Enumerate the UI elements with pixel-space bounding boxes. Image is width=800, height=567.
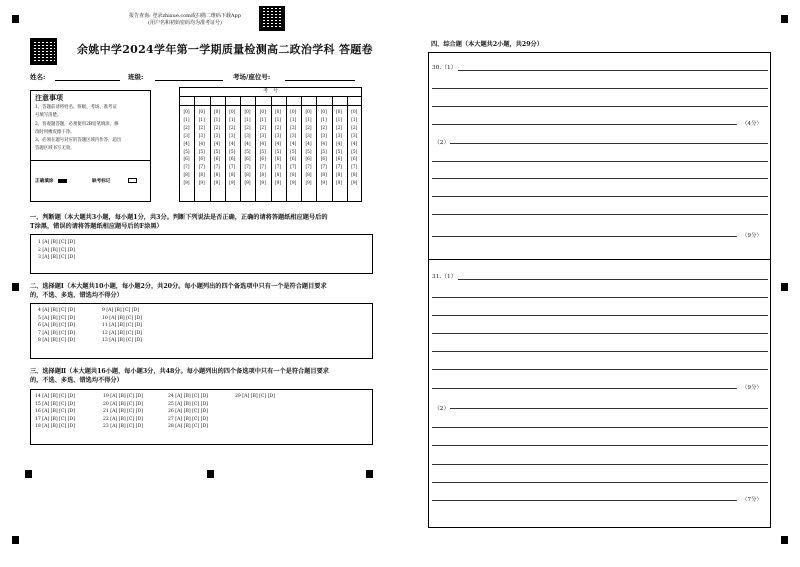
exam-number-column [257, 109, 269, 188]
digit-bubble[interactable]: [1] [244, 117, 251, 123]
option-row[interactable]: 29 [A] [B] [C] [D] [235, 394, 275, 399]
answer-line[interactable] [458, 279, 768, 280]
digit-bubble[interactable]: [8] [244, 173, 251, 179]
digit-bubble[interactable]: [8] [305, 173, 312, 179]
question-divider [428, 259, 771, 260]
digit-bubble[interactable]: [9] [183, 181, 190, 187]
q30-label: 30.（1） [432, 65, 457, 71]
exam-number-column [272, 109, 284, 188]
digit-bubble[interactable]: [9] [274, 181, 282, 187]
q31-label: 31.（1） [432, 274, 457, 280]
digit-bubble[interactable]: [8] [320, 173, 327, 179]
app-qr-code [259, 6, 285, 31]
correct-fill-label: 正确填涂 [35, 179, 54, 184]
exam-number-column [287, 109, 299, 188]
section3-title: 三、选择题Ⅱ（本大题共16小题，每小题3分，共48分。每小题列出的四个备选项中只有一个是符合题目要求 的，不选、多选、错选均不得分） [30, 368, 329, 384]
digit-bubble[interactable]: [5] [259, 149, 266, 155]
option-row[interactable]: 12 [A] [B] [C] [D] [102, 330, 142, 336]
answer-line[interactable] [432, 297, 768, 298]
digit-bubble[interactable]: [7] [213, 165, 221, 171]
digit-bubble[interactable]: [6] [244, 157, 251, 163]
digit-bubble[interactable]: [0] [259, 110, 266, 115]
registration-mark [25, 470, 32, 478]
digit-bubble[interactable]: [9] [290, 181, 297, 187]
absent-mark-label: 缺考标记 [92, 179, 111, 184]
digit-bubble[interactable]: [3] [320, 133, 327, 139]
report-notice: 报告查询: 登录zhixue.com或扫描二维码下载App (用户名和初始密码均为准考证号) [129, 13, 241, 26]
digit-bubble[interactable]: [4] [183, 141, 190, 147]
digit-bubble[interactable]: [2] [213, 125, 221, 131]
section2-box [30, 303, 373, 359]
digit-bubble[interactable]: [6] [335, 157, 343, 163]
digit-bubble[interactable]: [4] [229, 141, 236, 147]
notes-heading: 注意事项 [35, 93, 63, 102]
answer-line[interactable] [432, 500, 737, 501]
exam-number-column [333, 109, 345, 188]
option-row[interactable]: 5 [A] [B] [C] [D] [38, 315, 75, 321]
digit-bubble[interactable]: [2] [274, 125, 282, 131]
digit-bubble[interactable]: [5] [274, 149, 282, 155]
digit-bubble[interactable]: [4] [259, 141, 266, 147]
option-row[interactable]: 8 [A] [B] [C] [D] [38, 338, 75, 344]
option-row[interactable]: 21 [A] [B] [C] [D] [103, 409, 143, 415]
digit-bubble[interactable]: [2] [198, 125, 205, 131]
option-row[interactable]: 2 [A] [B] [C] [D] [38, 247, 75, 253]
q30-part2-label: （2） [434, 140, 450, 146]
digit-bubble[interactable]: [2] [229, 125, 236, 131]
digit-bubble[interactable]: [7] [244, 165, 251, 171]
digit-bubble[interactable]: [0] [351, 110, 358, 115]
name-field[interactable] [55, 72, 120, 81]
exam-number-column [242, 109, 254, 188]
digit-bubble[interactable]: [5] [305, 149, 312, 155]
digit-bubble[interactable]: [9] [335, 181, 343, 187]
digit-bubble[interactable]: [9] [213, 181, 221, 187]
option-row[interactable]: 7 [A] [B] [C] [D] [38, 330, 75, 336]
digit-bubble[interactable]: [3] [305, 133, 312, 139]
digit-bubble[interactable]: [3] [229, 133, 236, 139]
digit-bubble[interactable]: [6] [259, 157, 266, 163]
digit-bubble[interactable]: [3] [290, 133, 297, 139]
digit-bubble[interactable]: [2] [259, 125, 266, 131]
exam-number-label: 考 号 [262, 88, 278, 94]
digit-bubble[interactable]: [5] [213, 149, 221, 155]
registration-mark [12, 15, 19, 23]
option-row[interactable]: 20 [A] [B] [C] [D] [103, 401, 143, 407]
digit-bubble[interactable]: [8] [213, 173, 221, 179]
absent-mark-box[interactable] [128, 178, 137, 183]
class-label: 班级: [128, 73, 144, 81]
digit-bubble[interactable]: [0] [213, 110, 221, 115]
answer-line[interactable] [432, 351, 768, 352]
digit-bubble[interactable]: [3] [259, 133, 266, 139]
digit-bubble[interactable]: [0] [229, 110, 236, 115]
digit-bubble[interactable]: [6] [213, 157, 221, 163]
digit-bubble[interactable]: [5] [290, 149, 297, 155]
answer-line[interactable] [450, 408, 768, 409]
registration-mark [781, 536, 788, 544]
seat-field[interactable] [285, 72, 355, 81]
digit-bubble[interactable]: [7] [183, 165, 190, 171]
answer-line[interactable] [432, 124, 737, 125]
digit-bubble[interactable]: [7] [320, 165, 327, 171]
digit-bubble[interactable]: [5] [183, 149, 190, 155]
option-row[interactable]: 16 [A] [B] [C] [D] [35, 409, 75, 415]
option-row[interactable]: 19 [A] [B] [C] [D] [103, 394, 143, 399]
digit-bubble[interactable]: [8] [290, 173, 297, 179]
digit-bubble[interactable]: [7] [305, 165, 312, 171]
q30-score-1: （4分） [742, 121, 762, 127]
digit-bubble[interactable]: [5] [229, 149, 236, 155]
seat-label: 考场/座位号: [233, 73, 271, 81]
answer-line[interactable] [432, 369, 768, 370]
digit-bubble[interactable]: [1] [183, 117, 190, 123]
digit-bubble[interactable]: [9] [305, 181, 312, 187]
digit-bubble[interactable]: [9] [244, 181, 251, 187]
digit-bubble[interactable]: [4] [290, 141, 297, 147]
digit-bubble[interactable]: [5] [198, 149, 205, 155]
digit-bubble[interactable]: [1] [351, 117, 358, 123]
option-row[interactable]: 23 [A] [B] [C] [D] [103, 424, 143, 430]
digit-bubble[interactable]: [5] [351, 149, 358, 155]
digit-bubble[interactable]: [0] [274, 110, 282, 115]
digit-bubble[interactable]: [8] [229, 173, 236, 179]
answer-line[interactable] [432, 445, 768, 446]
digit-bubble[interactable]: [7] [351, 165, 358, 171]
digit-bubble[interactable]: [1] [274, 117, 282, 123]
digit-bubble[interactable]: [2] [351, 125, 358, 131]
registration-mark [12, 283, 19, 291]
option-row[interactable]: 13 [A] [B] [C] [D] [102, 338, 142, 344]
digit-bubble[interactable]: [5] [320, 149, 327, 155]
digit-bubble[interactable]: [8] [274, 173, 282, 179]
digit-bubble[interactable]: [9] [229, 181, 236, 187]
digit-bubble[interactable]: [9] [351, 181, 358, 187]
digit-bubble[interactable]: [1] [198, 117, 205, 123]
digit-bubble[interactable]: [0] [290, 110, 297, 115]
option-row[interactable]: 25 [A] [B] [C] [D] [168, 401, 208, 407]
option-row[interactable]: 6 [A] [B] [C] [D] [38, 323, 75, 329]
option-row[interactable]: 24 [A] [B] [C] [D] [168, 394, 208, 399]
digit-bubble[interactable]: [8] [198, 173, 205, 179]
digit-bubble[interactable]: [3] [351, 133, 358, 139]
digit-bubble[interactable]: [0] [320, 110, 327, 115]
exam-number-column [181, 109, 193, 188]
answer-line[interactable] [432, 214, 768, 215]
option-row[interactable]: 27 [A] [B] [C] [D] [168, 416, 208, 422]
digit-bubble[interactable]: [3] [335, 133, 343, 139]
section2-col1 [38, 307, 75, 345]
option-row[interactable]: 22 [A] [B] [C] [D] [103, 416, 143, 422]
digit-bubble[interactable]: [9] [320, 181, 327, 187]
section1-box [30, 234, 373, 274]
digit-bubble[interactable]: [6] [198, 157, 205, 163]
option-row[interactable]: 1 [A] [B] [C] [D] [38, 240, 75, 245]
digit-bubble[interactable]: [7] [259, 165, 266, 171]
digit-bubble[interactable]: [1] [290, 117, 297, 123]
digit-bubble[interactable]: [2] [290, 125, 297, 131]
sheet-qr-code [30, 38, 57, 65]
class-field[interactable] [155, 72, 223, 81]
digit-bubble[interactable]: [8] [183, 173, 190, 179]
digit-bubble[interactable]: [2] [244, 125, 251, 131]
divider [30, 160, 151, 161]
digit-bubble[interactable]: [5] [335, 149, 343, 155]
digit-bubble[interactable]: [2] [183, 125, 190, 131]
digit-bubble[interactable]: [1] [259, 117, 266, 123]
answer-line[interactable] [432, 333, 768, 334]
answer-line[interactable] [432, 388, 737, 389]
digit-bubble[interactable]: [4] [198, 141, 205, 147]
digit-bubble[interactable]: [6] [274, 157, 282, 163]
exam-number-column [226, 109, 238, 188]
digit-bubble[interactable]: [6] [229, 157, 236, 163]
digit-bubble[interactable]: [4] [351, 141, 358, 147]
section3-col3 [168, 393, 208, 431]
digit-bubble[interactable]: [6] [320, 157, 327, 163]
digit-bubble[interactable]: [3] [274, 133, 282, 139]
section4-title: 四、综合题（本大题共2小题，共29分） [431, 41, 543, 48]
correct-fill-sample [58, 179, 67, 183]
digit-bubble[interactable]: [3] [183, 133, 190, 139]
digit-bubble[interactable]: [1] [305, 117, 312, 123]
option-row[interactable]: 10 [A] [B] [C] [D] [102, 315, 142, 321]
registration-mark [207, 470, 214, 478]
q31-score-1: （9分） [742, 385, 762, 391]
answer-line[interactable] [432, 315, 768, 316]
digit-bubble[interactable]: [2] [320, 125, 327, 131]
answer-line[interactable] [458, 70, 768, 71]
answer-line[interactable] [432, 161, 768, 162]
digit-bubble[interactable]: [7] [335, 165, 343, 171]
digit-bubble[interactable]: [4] [244, 141, 251, 147]
digit-bubble[interactable]: [5] [244, 149, 251, 155]
digit-bubble[interactable]: [0] [335, 110, 343, 115]
digit-bubble[interactable]: [6] [305, 157, 312, 163]
exam-number-column [318, 109, 330, 188]
digit-bubble[interactable]: [4] [274, 141, 282, 147]
section3-col2 [103, 393, 143, 431]
section3-col1 [35, 393, 75, 431]
registration-mark [366, 470, 373, 478]
digit-bubble[interactable]: [7] [198, 165, 205, 171]
digit-bubble[interactable]: [8] [335, 173, 343, 179]
answer-line[interactable] [432, 88, 768, 89]
name-label: 姓名: [30, 73, 46, 81]
q31-part2-label: （2） [434, 406, 450, 412]
registration-mark [781, 15, 788, 23]
q31-score-2: （7分） [742, 497, 762, 503]
digit-bubble[interactable]: [9] [198, 181, 205, 187]
digit-bubble[interactable]: [3] [244, 133, 251, 139]
digit-bubble[interactable]: [3] [213, 133, 221, 139]
digit-bubble[interactable]: [8] [351, 173, 358, 179]
option-row[interactable]: 17 [A] [B] [C] [D] [35, 416, 75, 422]
digit-bubble[interactable]: [3] [198, 133, 205, 139]
section1-options [38, 239, 75, 262]
page-title: 余姚中学2024学年第一学期质量检测高二政治学科 答题卷 [77, 43, 373, 56]
digit-bubble[interactable]: [4] [305, 141, 312, 147]
digit-bubble[interactable]: [2] [305, 125, 312, 131]
digit-bubble[interactable]: [7] [229, 165, 236, 171]
digit-bubble[interactable]: [6] [351, 157, 358, 163]
section2-title: 二、选择题Ⅰ（本大题共10小题，每小题2分，共20分。每小题列出的四个备选项中只有一个是符合题目要求 的，不选、多选、错选均不得分） [30, 283, 327, 299]
digit-bubble[interactable]: [0] [305, 110, 312, 115]
registration-mark [12, 536, 19, 544]
option-row[interactable]: 3 [A] [B] [C] [D] [38, 255, 75, 261]
digit-bubble[interactable]: [1] [213, 117, 221, 123]
notes-text: 1、答题前请将姓名、班级、考场、准考证 号填写清楚。 2、客观题答题，必须使用2B铅笔填涂，修 改时用橡皮擦干净。 3、必须在题号对应的答题区域内作答，超出 答题区域书写无效。 [35, 105, 122, 152]
section2-col2 [102, 307, 142, 345]
digit-bubble[interactable]: [4] [320, 141, 327, 147]
option-row[interactable]: 18 [A] [B] [C] [D] [35, 424, 75, 430]
option-row[interactable]: 4 [A] [B] [C] [D] [38, 308, 75, 313]
answer-line[interactable] [432, 236, 737, 237]
option-row[interactable]: 26 [A] [B] [C] [D] [168, 409, 208, 415]
digit-bubble[interactable]: [0] [244, 110, 251, 115]
option-row[interactable]: 14 [A] [B] [C] [D] [35, 394, 75, 399]
digit-bubble[interactable]: [6] [290, 157, 297, 163]
digit-bubble[interactable]: [4] [213, 141, 221, 147]
digit-bubble[interactable]: [6] [183, 157, 190, 163]
option-row[interactable]: 11 [A] [B] [C] [D] [102, 323, 142, 329]
digit-bubble[interactable]: [1] [229, 117, 236, 123]
digit-bubble[interactable]: [7] [274, 165, 282, 171]
answer-line[interactable] [432, 464, 768, 465]
digit-bubble[interactable]: [9] [259, 181, 266, 187]
digit-bubble[interactable]: [7] [290, 165, 297, 171]
exam-number-column [211, 109, 223, 188]
digit-bubble[interactable]: [1] [320, 117, 327, 123]
answer-line[interactable] [432, 178, 768, 179]
answer-line[interactable] [432, 196, 768, 197]
section3-col4 [235, 393, 275, 401]
answer-line[interactable] [432, 427, 768, 428]
digit-bubble[interactable]: [0] [183, 110, 190, 115]
digit-bubble[interactable]: [8] [259, 173, 266, 179]
exam-number-column [196, 109, 208, 188]
section1-title: 一、判断题（本大题共3小题，每小题1分，共3分。判断下列说法是否正确，正确的请将答题纸相应题号后的 T涂黑，错误的请将答题纸相应题号后的F涂黑） [30, 214, 328, 230]
exam-number-column [303, 109, 315, 188]
digit-bubble[interactable]: [2] [335, 125, 343, 131]
answer-line[interactable] [432, 106, 768, 107]
answer-line[interactable] [450, 143, 768, 144]
option-row[interactable]: 28 [A] [B] [C] [D] [168, 424, 208, 430]
option-row[interactable]: 15 [A] [B] [C] [D] [35, 401, 75, 407]
exam-number-column [348, 109, 360, 188]
digit-bubble[interactable]: [4] [335, 141, 343, 147]
registration-mark [781, 283, 788, 291]
option-row[interactable]: 9 [A] [B] [C] [D] [102, 308, 139, 313]
digit-bubble[interactable]: [1] [335, 117, 343, 123]
q30-score-2: （9分） [742, 233, 762, 239]
digit-bubble[interactable]: [0] [198, 110, 205, 115]
answer-line[interactable] [432, 482, 768, 483]
